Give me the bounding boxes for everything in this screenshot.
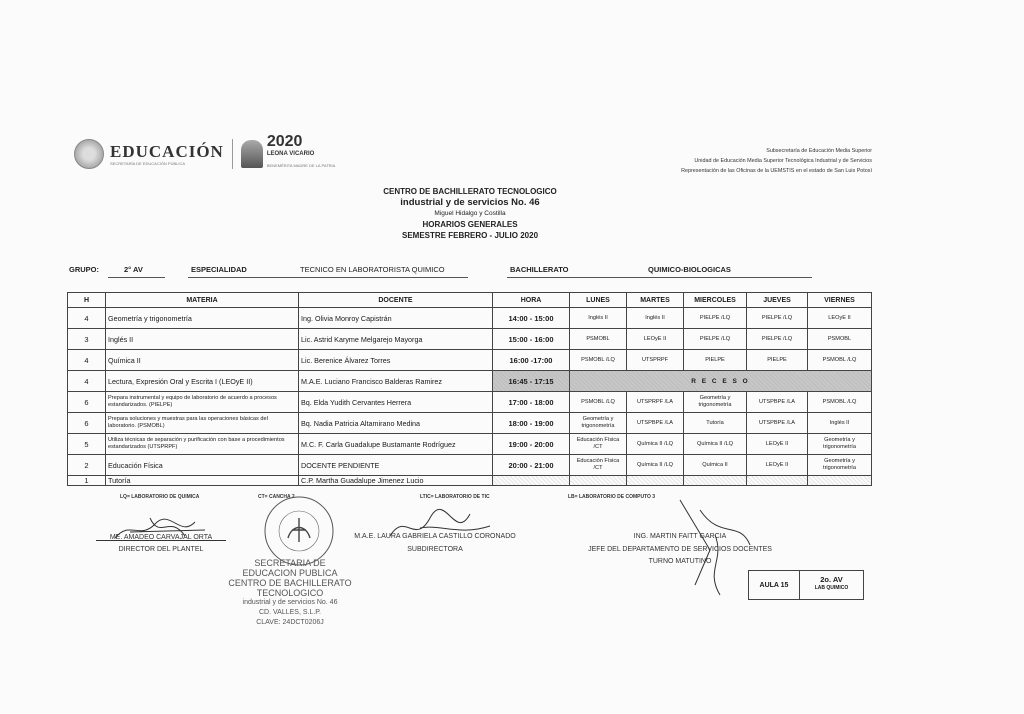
header-right-line: Unidad de Educación Media Superior Tecnológica Industrial y de Servicios bbox=[694, 158, 872, 164]
cell-lunes: Educación Física /CT bbox=[570, 455, 627, 476]
cell-lunes: Inglés II bbox=[570, 308, 627, 329]
logo-subtitle: SECRETARÍA DE EDUCACIÓN PÚBLICA bbox=[110, 160, 186, 166]
aula-box bbox=[748, 570, 864, 600]
cell-docente: Bq. Elda Yudith Cervantes Herrera bbox=[299, 392, 493, 413]
cell-materia: Inglés II bbox=[106, 329, 299, 350]
cell-viernes: Geometría y trigonometría bbox=[808, 434, 872, 455]
cell-martes: UTSPRPF /LA bbox=[627, 392, 684, 413]
cell-viernes: PSMOBL /LQ bbox=[808, 392, 872, 413]
cell-lunes: PSMOBL bbox=[570, 329, 627, 350]
school-type: industrial y de servicios No. 46 bbox=[400, 197, 540, 208]
table-row bbox=[68, 350, 872, 371]
cell-materia: Tutoría bbox=[106, 476, 299, 486]
legend-ltic: LTIC= LABORATORIO DE TIC bbox=[420, 494, 490, 500]
director-title: DIRECTOR DEL PLANTEL bbox=[118, 546, 204, 553]
cell-hora: 20:00 - 21:00 bbox=[493, 455, 570, 476]
cell-martes: Inglés II bbox=[627, 308, 684, 329]
cell-jueves: LEOyE II bbox=[747, 434, 808, 455]
cell-hora: 16:00 -17:00 bbox=[493, 350, 570, 371]
col-header-hora: HORA bbox=[493, 293, 570, 308]
cell-materia: Utiliza técnicas de separación y purificación con base a procedimientos estandarizados (UTSPRPF) bbox=[106, 434, 299, 455]
cell-lunes: PSMOBL /LQ bbox=[570, 392, 627, 413]
cell-miercoles: Tutoría bbox=[684, 413, 747, 434]
cell-materia: Prepara soluciones y muestras para las operaciones básicas del laboratorio. (PSMOBL) bbox=[106, 413, 299, 434]
cell-miercoles: PIELPE /LQ bbox=[684, 308, 747, 329]
col-header-docente: DOCENTE bbox=[299, 293, 493, 308]
semester: SEMESTRE FEBRERO - JULIO 2020 bbox=[401, 231, 539, 240]
cell-viernes: PSMOBL /LQ bbox=[808, 350, 872, 371]
table-row bbox=[68, 392, 872, 413]
table-row bbox=[68, 434, 872, 455]
cell-hora: 14:00 - 15:00 bbox=[493, 308, 570, 329]
cell-lunes bbox=[570, 476, 627, 486]
cell-hora: 17:00 - 18:00 bbox=[493, 392, 570, 413]
table-row bbox=[68, 329, 872, 350]
col-header-jueves: JUEVES bbox=[747, 293, 808, 308]
official-stamp-text bbox=[210, 558, 370, 628]
cell-hours: 3 bbox=[68, 329, 106, 350]
cell-hours: 4 bbox=[68, 371, 106, 392]
cell-hours: 6 bbox=[68, 413, 106, 434]
leona-vicario-portrait-icon bbox=[241, 140, 263, 168]
cell-hora: 19:00 - 20:00 bbox=[493, 434, 570, 455]
mexico-seal-icon bbox=[74, 139, 104, 169]
cell-materia: Química II bbox=[106, 350, 299, 371]
table-row bbox=[68, 308, 872, 329]
cell-hora: 16:45 - 17:15 bbox=[493, 371, 570, 392]
cell-martes: Química II /LQ bbox=[627, 434, 684, 455]
stamp-line: SECRETARIA DE bbox=[254, 558, 326, 568]
cell-martes bbox=[627, 476, 684, 486]
aula-group: 2o. AV bbox=[820, 575, 843, 584]
cell-materia: Prepara instrumental y equipo de laboratorio de acuerdo a procesos estandarizados. (PIELPE) bbox=[106, 392, 299, 413]
subdirector-signature-icon bbox=[380, 506, 500, 550]
legend-ct: CT= CANCHA 2 bbox=[258, 494, 295, 500]
cell-docente: Bq. Nadia Patricia Altamirano Medina bbox=[299, 413, 493, 434]
cell-lunes: Geometría y trigonometría bbox=[570, 413, 627, 434]
turno: TURNO MATUTINO bbox=[648, 558, 712, 565]
logo-divider bbox=[232, 139, 233, 169]
stamp-line: CLAVE: 24DCT0206J bbox=[256, 619, 324, 626]
cell-jueves: PIELPE /LQ bbox=[747, 308, 808, 329]
especialidad-underline bbox=[188, 277, 468, 278]
logo-title: EDUCACIÓN bbox=[110, 141, 224, 161]
stamp-line: CD. VALLES, S.L.P. bbox=[259, 609, 321, 616]
cell-docente: C.P. Martha Guadalupe Jimenez Lucio bbox=[299, 476, 493, 486]
document-titles bbox=[0, 186, 940, 241]
col-header-viernes: VIERNES bbox=[808, 293, 872, 308]
cell-hours: 4 bbox=[68, 350, 106, 371]
subdirector-name: M.A.E. LAURA GABRIELA CASTILLO CORONADO bbox=[354, 533, 516, 540]
cell-jueves: LEOyE II bbox=[747, 455, 808, 476]
cell-lunes: Educación Física /CT bbox=[570, 434, 627, 455]
cell-materia: Educación Física bbox=[106, 455, 299, 476]
cell-jueves: PIELPE /LQ bbox=[747, 329, 808, 350]
cell-hora: 15:00 - 16:00 bbox=[493, 329, 570, 350]
cell-docente: Lic. Berenice Álvarez Torres bbox=[299, 350, 493, 371]
cell-materia: Lectura, Expresión Oral y Escrita I (LEOyE II) bbox=[106, 371, 299, 392]
cell-viernes: PSMOBL bbox=[808, 329, 872, 350]
cell-miercoles: Química II /LQ bbox=[684, 434, 747, 455]
col-header-materia: MATERIA bbox=[106, 293, 299, 308]
official-seal-icon bbox=[262, 494, 336, 568]
logo-leona: LEONA VICARIO bbox=[266, 151, 315, 157]
cell-viernes: Geometría y trigonometría bbox=[808, 455, 872, 476]
cell-miercoles bbox=[684, 476, 747, 486]
stamp-line: industrial y de servicios No. 46 bbox=[242, 599, 338, 606]
col-header-h: H bbox=[68, 293, 106, 308]
cell-miercoles: PIELPE bbox=[684, 350, 747, 371]
cell-miercoles: Química II bbox=[684, 455, 747, 476]
cell-hours: 1 bbox=[68, 476, 106, 486]
cell-hours: 2 bbox=[68, 455, 106, 476]
header-right-line: Representación de las Oficinas de la UEMSTIS en el estado de San Luis Potosí bbox=[681, 168, 872, 174]
stamp-line: TECNOLOGICO bbox=[256, 588, 324, 598]
table-row bbox=[68, 476, 872, 486]
school-dedication: Miguel Hidalgo y Costilla bbox=[434, 210, 506, 217]
receso-band: R E C E S O bbox=[570, 371, 872, 392]
bachillerato-value: QUIMICO-BIOLOGICAS bbox=[648, 265, 731, 274]
cell-docente: M.C. F. Carla Guadalupe Bustamante Rodríguez bbox=[299, 434, 493, 455]
cell-docente: M.A.E. Luciano Francisco Balderas Ramirez bbox=[299, 371, 493, 392]
cell-lunes: PSMOBL /LQ bbox=[570, 350, 627, 371]
cell-jueves: UTSPBPE /LA bbox=[747, 413, 808, 434]
cell-hours: 4 bbox=[68, 308, 106, 329]
aula-lab: LAB QUIMICO bbox=[814, 585, 849, 591]
cell-viernes: Inglés II bbox=[808, 413, 872, 434]
cell-miercoles: PIELPE /LQ bbox=[684, 329, 747, 350]
table-row bbox=[68, 371, 872, 392]
header-right-text bbox=[681, 146, 872, 176]
cell-jueves: UTSPBPE /LA bbox=[747, 392, 808, 413]
stamp-line: CENTRO DE BACHILLERATO bbox=[228, 578, 352, 588]
cell-hora bbox=[493, 476, 570, 486]
stamp-line: EDUCACION PUBLICA bbox=[242, 568, 338, 578]
cell-martes: Química II /LQ bbox=[627, 455, 684, 476]
cell-materia: Geometría y trigonometría bbox=[106, 308, 299, 329]
especialidad-label: ESPECIALIDAD bbox=[191, 265, 247, 274]
cell-martes: LEOyE II bbox=[627, 329, 684, 350]
director-name: ME. AMADEO CARVAJAL ORTA bbox=[109, 534, 213, 541]
cell-martes: UTSPBPE /LA bbox=[627, 413, 684, 434]
col-header-miercoles: MIERCOLES bbox=[684, 293, 747, 308]
jefe-name: ING. MARTIN FAITT GARCIA bbox=[633, 533, 727, 540]
table-row bbox=[68, 413, 872, 434]
school-name: CENTRO DE BACHILLERATO TECNOLOGICO bbox=[383, 187, 557, 196]
bachillerato-label: BACHILLERATO bbox=[510, 265, 569, 274]
aula-label: AULA 15 bbox=[749, 571, 800, 599]
legend-lc3: LB= LABORATORIO DE COMPUTO 3 bbox=[568, 494, 656, 500]
header-right-line: Subsecretaría de Educación Media Superior bbox=[766, 148, 872, 154]
educacion-logo bbox=[74, 133, 336, 172]
schedule-table bbox=[67, 292, 872, 486]
cell-hours: 5 bbox=[68, 434, 106, 455]
col-header-lunes: LUNES bbox=[570, 293, 627, 308]
especialidad-value: TECNICO EN LABORATORISTA QUIMICO bbox=[300, 265, 445, 274]
cell-docente: Lic. Astrid Karyme Melgarejo Mayorga bbox=[299, 329, 493, 350]
cell-martes: UTSPRPF bbox=[627, 350, 684, 371]
jefe-title: JEFE DEL DEPARTAMENTO DE SERVICIOS DOCENTES bbox=[588, 546, 772, 553]
logo-leona-sub: BENEMÉRITA MADRE DE LA PATRIA bbox=[266, 163, 336, 168]
cell-miercoles: Geometría y trigonometría bbox=[684, 392, 747, 413]
grupo-underline bbox=[108, 277, 165, 278]
col-header-martes: MARTES bbox=[627, 293, 684, 308]
cell-hora: 18:00 - 19:00 bbox=[493, 413, 570, 434]
cell-viernes bbox=[808, 476, 872, 486]
document-title: HORARIOS GENERALES bbox=[422, 220, 518, 229]
cell-jueves: PIELPE bbox=[747, 350, 808, 371]
subdirector-title: SUBDIRECTORA bbox=[407, 546, 463, 553]
cell-viernes: LEOyE II bbox=[808, 308, 872, 329]
cell-jueves bbox=[747, 476, 808, 486]
logo-year: 2020 bbox=[266, 133, 303, 150]
grupo-label: GRUPO: bbox=[69, 265, 99, 274]
table-header-row bbox=[68, 293, 872, 308]
grupo-value: 2° AV bbox=[124, 265, 143, 274]
table-row bbox=[68, 455, 872, 476]
cell-hours: 6 bbox=[68, 392, 106, 413]
legend-lq: LQ= LABORATORIO DE QUIMICA bbox=[120, 494, 200, 500]
cell-docente: DOCENTE PENDIENTE bbox=[299, 455, 493, 476]
cell-docente: Ing. Olivia Monroy Capistrán bbox=[299, 308, 493, 329]
bachillerato-underline bbox=[507, 277, 812, 278]
